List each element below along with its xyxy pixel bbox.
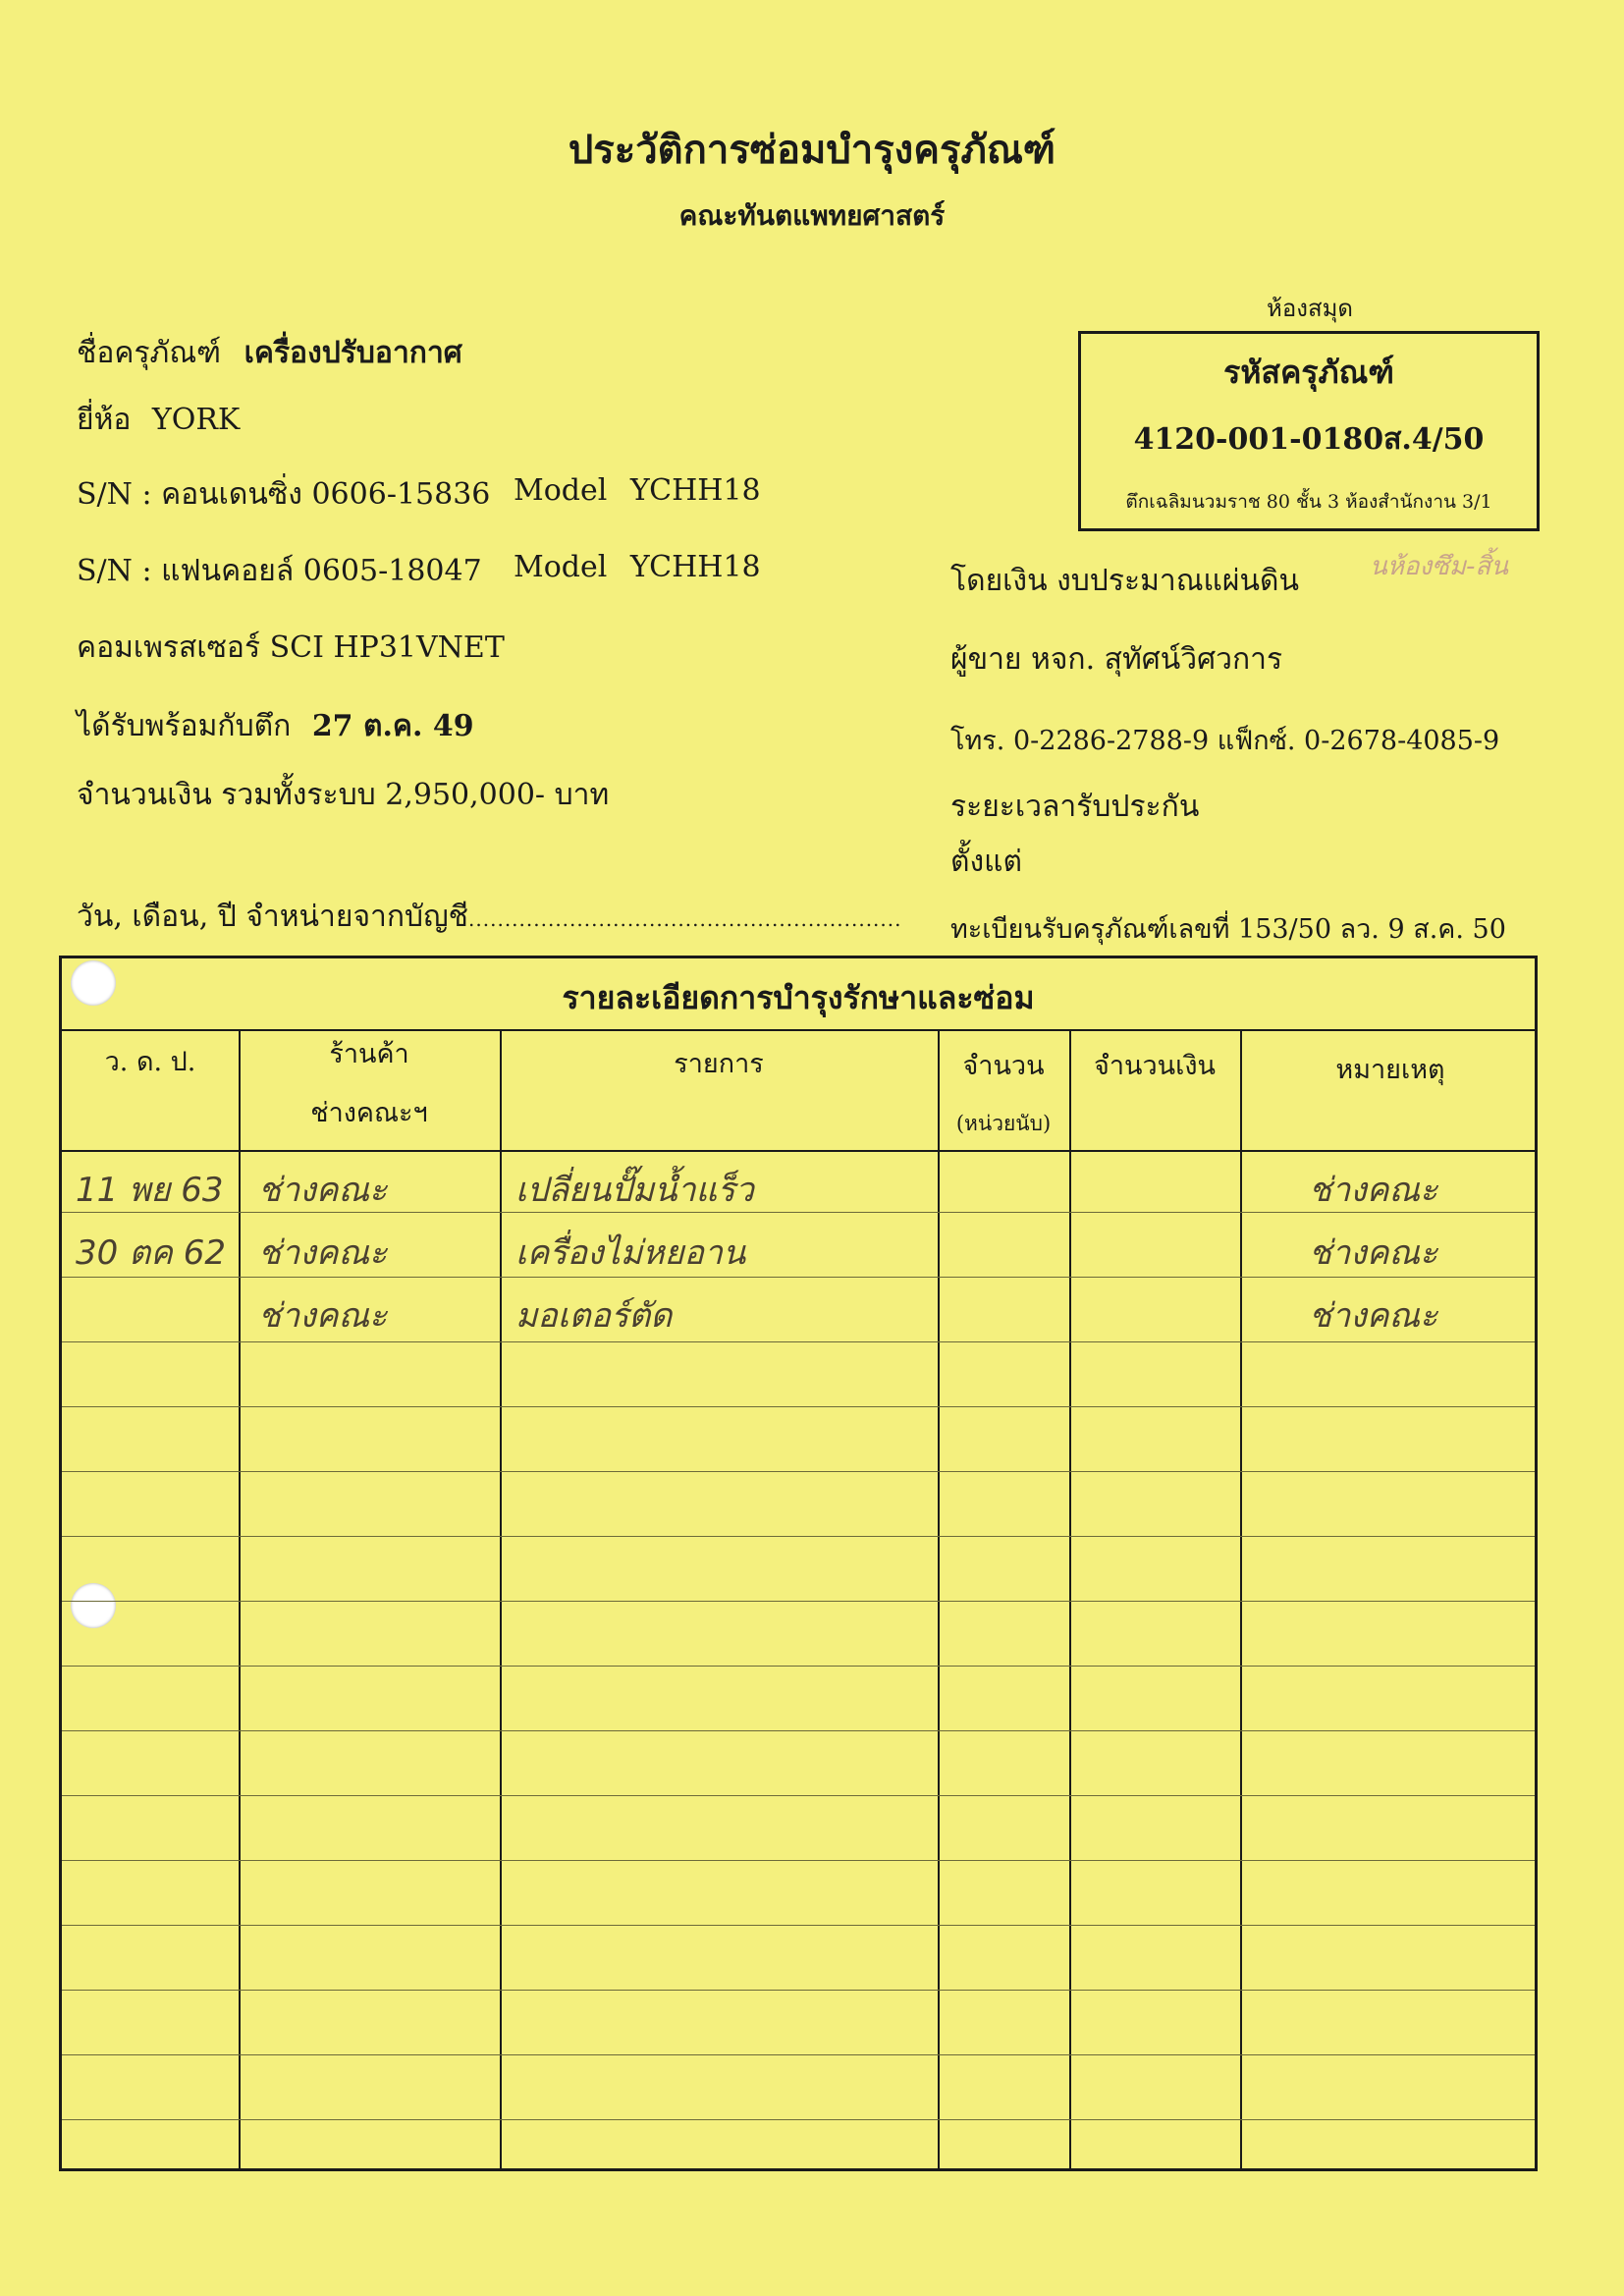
funding-info: โดยเงิน งบประมาณแผ่นดิน [950,564,1299,598]
column-divider [938,1029,940,2168]
column-divider [500,1029,502,2168]
table-rule-line [62,1860,1535,1861]
model-value: YCHH18 [629,473,761,508]
table-rule-line [62,1341,1535,1342]
warranty-label: ระยะเวลารับประกัน [950,790,1200,824]
dispose-row [77,894,901,940]
maintenance-table [59,956,1538,2171]
asset-name-row [77,330,462,376]
brand-row [77,397,240,443]
column-divider [239,1029,241,2168]
asset-code-value: 4120-001-0180ส.4/50 [1133,422,1485,457]
table-rule-line [62,1601,1535,1602]
table-rule-line [62,1730,1535,1731]
table-title: รายละเอียดการบำรุงรักษาและซ่อม [562,979,1035,1016]
received-row [77,703,474,749]
cell-shop: ช่างคณะ [258,1233,388,1273]
cell-remark: ช่างคณะ [1309,1171,1438,1210]
header-top-line [62,1029,1535,1031]
brand-label: ยี่ห้อ [77,403,132,437]
compressor-info: คอมเพรสเซอร์ SCI HP31VNET [77,630,505,665]
model-fancoil [514,550,761,584]
received-label: ได้รับพร้อมกับตึก [77,709,292,743]
dispose-dots: ............................................................ [468,907,902,931]
funding-handwritten-note: นห้องซึม-สิ้น [1370,552,1509,581]
model-condenser [514,473,761,508]
page-title: ประวัติการซ่อมบำรุงครุภัณฑ์ [568,127,1056,173]
table-rule-line [62,1666,1535,1667]
column-divider [1240,1029,1242,2168]
table-rule-line [62,1536,1535,1537]
amount-info: จำนวนเงิน รวมทั้งระบบ 2,950,000- บาท [77,778,610,812]
col-header-shop-sub: ช่างคณะฯ [310,1098,428,1128]
dispose-label: วัน, เดือน, ปี จำหน่ายจากบัญชี [77,900,469,934]
col-header-amount: จำนวนเงิน [1094,1051,1216,1081]
cell-item: เครื่องไม่หยอาน [515,1233,746,1273]
seller-info: ผู้ขาย หจก. สุทัศน์วิศวการ [950,642,1283,677]
phone-info: โทร. 0-2286-2788-9 แฟ็กซ์. 0-2678-4085-9 [950,726,1500,756]
col-header-remark: หมายเหตุ [1335,1055,1445,1085]
model-value: YCHH18 [629,550,761,584]
cell-item: มอเตอร์ตัด [515,1296,673,1336]
serial-fancoil: S/N : แฟนคอยล์ 0605-18047 [77,554,482,588]
cell-shop: ช่างคณะ [258,1296,388,1336]
cell-shop: ช่างคณะ [258,1171,388,1210]
asset-code-box [1078,331,1540,531]
table-rule-line [62,1990,1535,1991]
col-header-qty-unit: (หน่วยนับ) [955,1112,1052,1135]
table-rule-line [62,2054,1535,2055]
table-rule-line [62,1406,1535,1407]
model-label: Model [514,473,608,508]
warranty-since: ตั้งแต่ [950,845,1022,879]
table-rule-line [62,1925,1535,1926]
col-header-item: รายการ [674,1049,764,1079]
header-bottom-line [62,1150,1535,1152]
brand-value: YORK [151,403,241,437]
asset-name-label: ชื่อครุภัณฑ์ [77,336,222,370]
asset-location: ตึกเฉลิมนวมราช 80 ชั้น 3 ห้องสำนักงาน 3/1 [1125,491,1492,513]
page-subtitle: คณะทันตแพทยศาสตร์ [678,199,946,232]
col-header-shop: ร้านค้า [329,1039,409,1069]
cell-date: 11 พย 63 [76,1171,224,1210]
col-header-date: ว. ด. ป. [104,1047,196,1077]
table-rule-line [62,1795,1535,1796]
received-value: 27 ต.ค. 49 [311,709,474,743]
model-label: Model [514,550,608,584]
asset-name-value: เครื่องปรับอากาศ [244,336,462,370]
serial-condenser: S/N : คอนเดนซิ่ง 0606-15836 [77,477,491,512]
cell-remark: ช่างคณะ [1309,1233,1438,1273]
register-info: ทะเบียนรับครุภัณฑ์เลขที่ 153/50 ลว. 9 ส.ค. 50 [950,914,1506,945]
location-label: ห้องสมุด [1267,295,1354,322]
col-header-qty: จำนวน [962,1051,1045,1081]
cell-item: เปลี่ยนปั๊มน้ำแร็ว [515,1171,754,1210]
cell-date: 30 ตค 62 [76,1233,226,1273]
column-divider [1069,1029,1071,2168]
table-rule-line [62,2119,1535,2120]
asset-code-heading: รหัสครุภัณฑ์ [1223,354,1394,391]
table-rule-line [62,1471,1535,1472]
cell-remark: ช่างคณะ [1309,1296,1438,1336]
